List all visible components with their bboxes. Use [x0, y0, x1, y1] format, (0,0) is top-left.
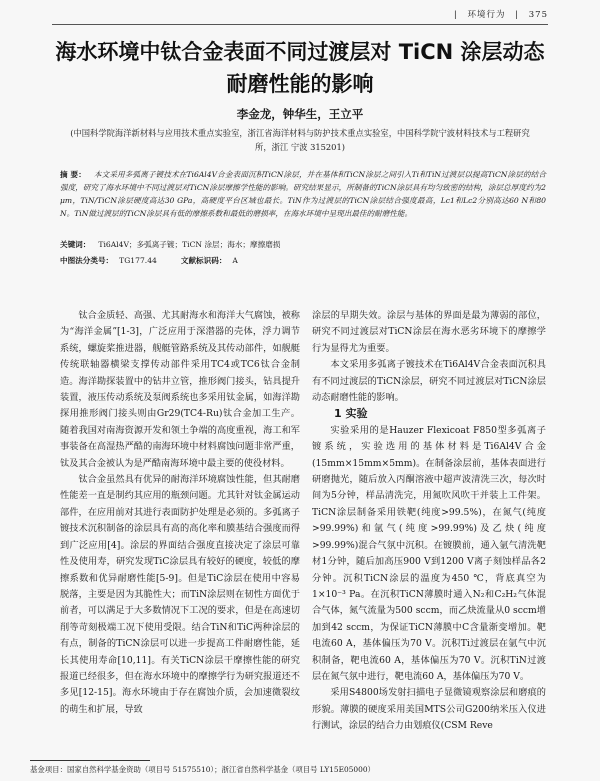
affiliation-line-2: 所，浙江 宁波 315201): [255, 142, 345, 152]
doc-code-label: 文献标识码：: [180, 256, 227, 265]
keywords-text: Ti6Al4V；多弧离子镀；TiCN 涂层；海水；摩擦磨损: [98, 240, 281, 249]
keywords: [60, 238, 546, 251]
section-heading: 1 实验: [334, 407, 368, 421]
abstract: [60, 168, 546, 220]
header-rule: [52, 24, 548, 25]
affiliation: [48, 126, 552, 154]
footnote-rule: [30, 760, 150, 761]
body-column-right: [312, 308, 546, 735]
keywords-label: 关键词：: [60, 240, 91, 249]
body-paragraph: 钛合金质轻、高强、尤其耐海水和海洋大气腐蚀，被称为“海洋金属”[1-3]，广泛应用于深潜器的壳体，浮力调节系统，螺旋桨推进器，舰艇管路系统及其传动部件，如舰艇传统联轴器横梁支撑传动部件采用TC4或TC6钛合金制造。海洋勘探装置中的钻井立管，推形阀门接头，钻具提升装置，液压传动系统及泵阀系统也多采用钛金属，如海洋勘探用推形阀门接头则由Gr29(TC4-Ru)钛合金加工生产。随着我国对南海资源开发和领土争端的高度重视，海工和军事装备在高湿热严酷的南海环境中材料腐蚀问题非常严重，钛及其合金被认为是严酷南海环境中最主要的使役材料。: [60, 310, 300, 469]
article-title: [40, 36, 560, 100]
clc-value: TG177.44: [119, 256, 157, 265]
body-paragraph: 实验采用的是Hauzer Flexicoat F850型多弧离子镀系统，实验选用的基体材料是Ti6Al4V合金(15mm×15mm×5mm)。在制备涂层前，基体表面进行研磨抛光，随后放入丙酮溶液中超声波清洗三次，每次时间为5分钟，样品清洗完，用氮吹风吹干并装上工件架。TiCN涂层制备采用铁靶(纯度>99.5%)，在氮气(纯度>99.99%)和氩气(纯度>99.99%)及乙炔(纯度>99.99%)混合气氛中沉积。在镀膜前，通入氩气清洗靶材1分钟，随后加高压900 V到1200 V离子刻蚀样品各2分钟。沉积TiCN涂层的温度为450 ℃，背底真空为1×10⁻³ Pa。在沉积TiCN薄膜时通入N₂和C₂H₂气体混合气体，氮气流量为500 sccm，而乙炔流量从0 sccm增加到42 sccm，为保证TiCN薄膜中C含量渐变增加。靶电流60 A，基体偏压为70 V。沉积Ti过渡层在氩气中沉积制备，靶电流60 A，基体偏压为70 V。沉积TiN过渡层在氮气氛中进行，靶电流60 A，基体偏压为70 V。: [312, 424, 546, 682]
authors: 李金龙，钟华生，王立平: [236, 107, 364, 121]
classification-line: [60, 254, 546, 267]
body-paragraph: 涂层的早期失效。涂层与基体的界面是最为薄弱的部位，研究不同过渡层对TiCN涂层在海水恶劣环境下的摩擦学行为显得尤为重要。: [312, 310, 546, 354]
body-paragraph: 采用S4800场发射扫描电子显微镜观察涂层和磨痕的形貌。薄膜的硬度采用美国MTS公司G200纳米压入仪进行测试，涂层的结合力由划痕仪(CSM Reve: [312, 687, 546, 732]
header-separator: |: [515, 10, 520, 20]
doc-code-value: A: [232, 256, 238, 265]
abstract-text: 本文采用多弧离子镀技术在Ti6Al4V合金表面沉积TiCN涂层，并在基体和TiCN涂层之间引入Ti和TiN过渡层以提高TiCN涂层的结合强度，研究了海水环境中不同过渡层对TiCN涂层摩擦学性能的影响。研究结果显示，所制备的TiCN涂层具有均匀致密的结构，涂层总厚度约为2 μm，TiN/TiCN涂层硬度高达30 GPa，高硬度平台区域也最长。TiN作为过渡层的TiCN涂层结合强度最高，Lc1和Lc2分别高达60 N和80 N。TiN做过渡层的TiCN涂层具有低的摩擦系数和最低的磨损率，在海水环境中呈现出最佳的耐磨性能。: [60, 170, 546, 218]
title-line-1: 海水环境中钛合金表面不同过渡层对 TiCN 涂层动态: [55, 40, 545, 64]
body-paragraph: 本文采用多弧离子镀技术在Ti6Al4V合金表面沉积具有不同过渡层的TiCN涂层，研究不同过渡层对TiCN涂层动态耐磨性能的影响。: [312, 359, 546, 404]
abstract-label: 摘 要：: [60, 170, 86, 179]
running-header: [448, 8, 548, 20]
clc-label: 中图法分类号：: [60, 256, 114, 265]
journal-name: 环境行为: [467, 10, 506, 20]
header-separator: |: [453, 10, 458, 20]
body-column-left: [60, 308, 300, 718]
footnote: 基金项目：国家自然科学基金资助（项目号 51575510）；浙江省自然科学基金（项目号 LY15E05000）: [30, 765, 375, 774]
title-line-2: 耐磨性能的影响: [226, 72, 374, 96]
page-number: 375: [528, 10, 548, 20]
body-paragraph: 钛合金虽然具有优异的耐海洋环境腐蚀性能，但其耐磨性能差一直是制约其应用的瓶颈问题。尤其针对钛金属运动部件，在应用前对其进行表面防护处理是必须的。多弧离子镀技术沉积制备的涂层具有高的高化率和膜基结合强度而得到广泛应用[4]。涂层的界面结合强度直接决定了涂层可靠性及使用寿，研究发现TiC涂层具有较好的硬度，较低的摩擦系数和优异耐磨性能[5-9]。但是TiC涂层在使用中容易脱落，主要是因为其脆性大；而TiN涂层则在韧性方面优于前者，可以满足于大多数情况下工况的要求，但是在高速切削等苛刻极端工况下使用受限。结合TiN和TiC两种涂层的有点，制备的TiCN涂层可以进一步提高工件耐磨性能，延长其使用寿命[10,11]。有关TiCN涂层干摩擦性能的研究报道已经很多，但在海水环境中的摩擦学行为研究报道还不多见[12-15]。海水环境由于存在腐蚀介质，会加速微裂纹的萌生和扩展，导致: [60, 474, 300, 715]
affiliation-line-1: (中国科学院海洋新材料与应用技术重点实验室，浙江省海洋材料与防护技术重点实验室，中国科学院宁波材料技术与工程研究: [70, 128, 530, 138]
